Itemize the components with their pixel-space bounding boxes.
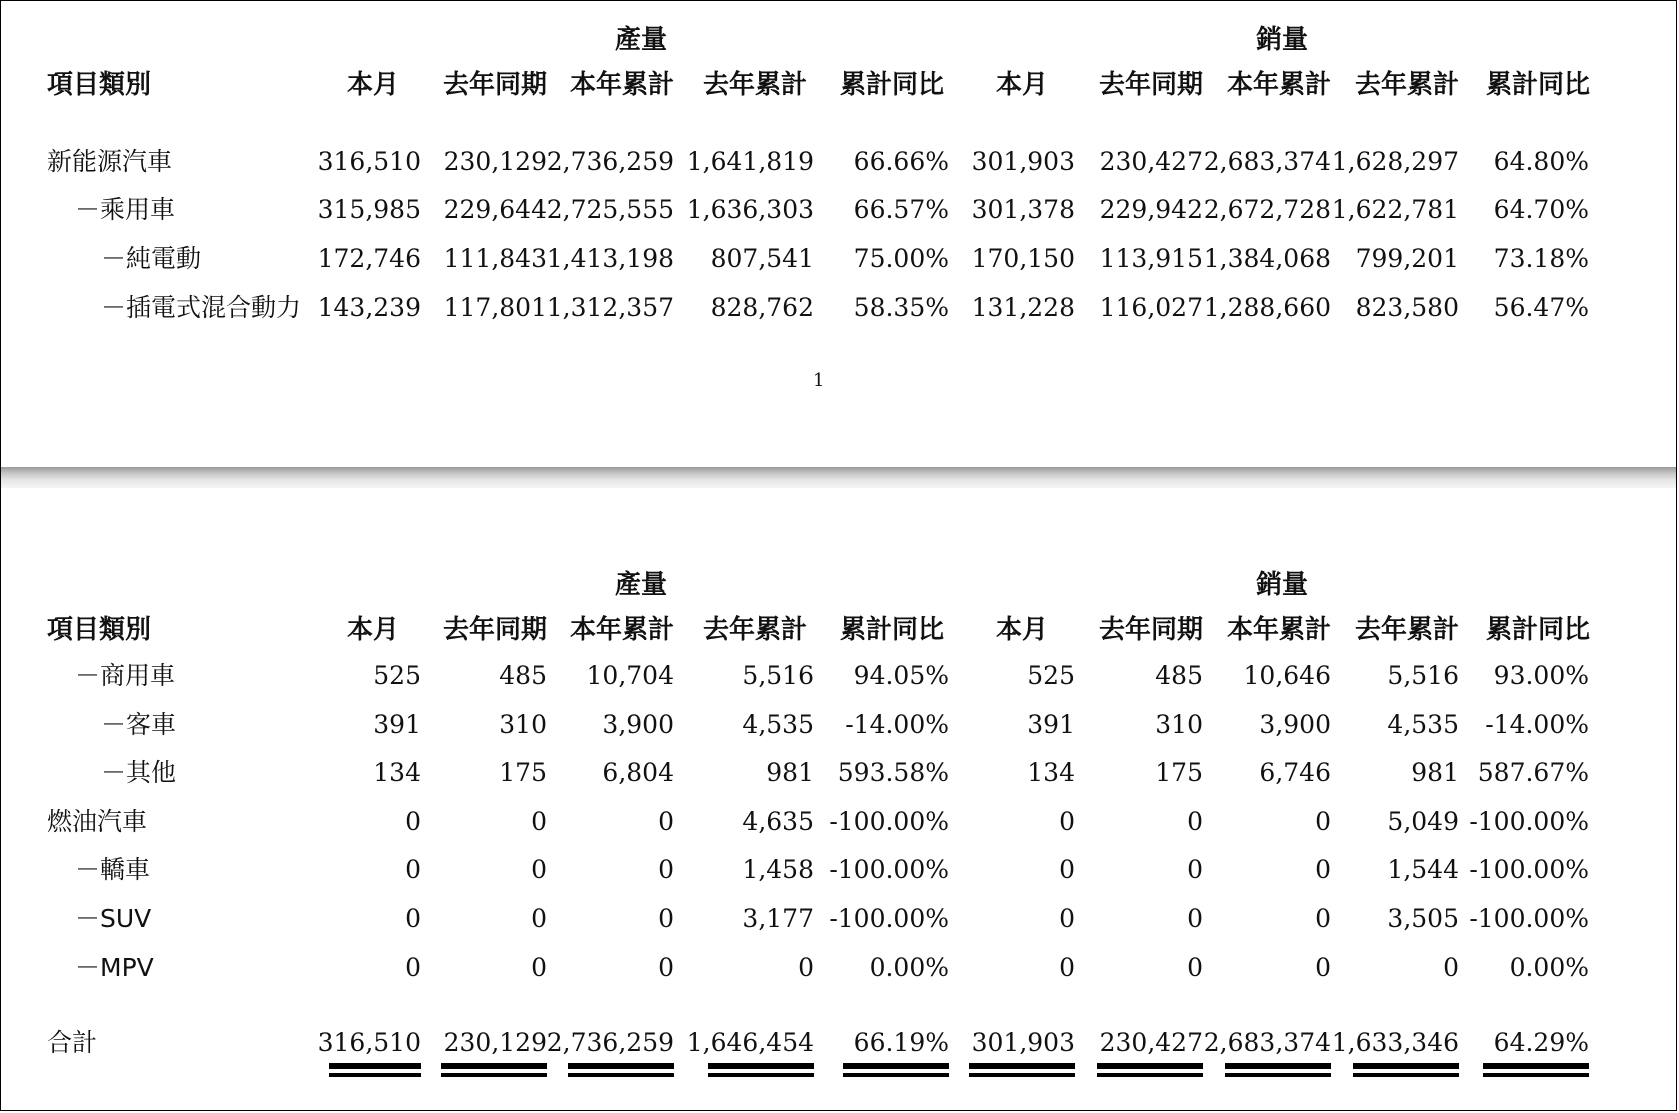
column-header: 本月 <box>346 615 399 645</box>
column-header: 本月 <box>995 615 1048 645</box>
table-cell: 485 <box>499 661 547 690</box>
table-cell: 113,915 <box>1099 244 1203 273</box>
table-cell: 799,201 <box>1355 244 1459 273</box>
table-cell: 134 <box>373 758 421 787</box>
table-cell: 10,704 <box>586 661 674 690</box>
row-label: －乘用車 <box>75 195 176 224</box>
table-cell: 2,683,374 <box>1203 147 1331 176</box>
table-cell: 143,239 <box>317 293 421 322</box>
table-cell: 3,900 <box>602 710 674 739</box>
table-cell: 6,804 <box>602 758 674 787</box>
table-cell: 116,027 <box>1099 293 1203 322</box>
table-cell: 2,683,374 <box>1203 1028 1331 1057</box>
column-header: 累計同比 <box>1485 615 1590 645</box>
table-cell: 229,644 <box>443 195 547 224</box>
sales-group-header: 銷量 <box>1255 25 1308 55</box>
table-cell: 525 <box>373 661 421 690</box>
column-header: 本年累計 <box>569 70 674 100</box>
table-cell: 93.00% <box>1493 661 1589 690</box>
table-cell: 0 <box>1059 807 1075 836</box>
table-cell: 0 <box>531 807 547 836</box>
table-cell: 301,378 <box>971 195 1075 224</box>
total-double-underline <box>1097 1063 1203 1077</box>
table-cell: 0 <box>405 953 421 982</box>
table-cell: 301,903 <box>971 1028 1075 1057</box>
row-label: －SUV <box>75 904 152 933</box>
column-header: 累計同比 <box>839 615 944 645</box>
table-cell: 0 <box>405 904 421 933</box>
row-label: －商用車 <box>75 661 176 690</box>
category-header: 項目類別 <box>47 70 152 100</box>
table-cell: 316,510 <box>317 147 421 176</box>
table-cell: 0 <box>1187 855 1203 884</box>
total-double-underline <box>1483 1063 1589 1077</box>
row-label: 燃油汽車 <box>47 807 148 836</box>
table-cell: 75.00% <box>853 244 949 273</box>
table-cell: 1,628,297 <box>1331 147 1459 176</box>
table-cell: 56.47% <box>1493 293 1589 322</box>
table-cell: 0 <box>1187 904 1203 933</box>
row-label: －插電式混合動力 <box>101 293 302 322</box>
table-cell: 4,535 <box>742 710 814 739</box>
table-cell: 5,516 <box>742 661 814 690</box>
table-cell: 230,129 <box>443 147 547 176</box>
table-cell: 73.18% <box>1493 244 1589 273</box>
table-cell: 0 <box>1187 807 1203 836</box>
table-cell: 58.35% <box>853 293 949 322</box>
table-cell: 310 <box>1155 710 1203 739</box>
column-header: 去年累計 <box>702 615 807 645</box>
column-header: 本年累計 <box>569 615 674 645</box>
total-double-underline <box>969 1063 1075 1077</box>
production-group-header: 產量 <box>614 570 667 600</box>
page-number: 1 <box>813 370 825 391</box>
table-cell: 64.70% <box>1493 195 1589 224</box>
table-cell: 316,510 <box>317 1028 421 1057</box>
table-cell: 134 <box>1027 758 1075 787</box>
table-cell: 0 <box>658 953 674 982</box>
table-cell: 0 <box>1315 904 1331 933</box>
row-label: －MPV <box>75 953 154 982</box>
table-cell: 823,580 <box>1355 293 1459 322</box>
table-cell: 2,736,259 <box>546 147 674 176</box>
column-header: 本月 <box>346 70 399 100</box>
table-cell: 0 <box>658 855 674 884</box>
column-header: 本年累計 <box>1226 70 1331 100</box>
table-cell: 315,985 <box>317 195 421 224</box>
category-header: 項目類別 <box>47 615 152 645</box>
row-label: －客車 <box>101 710 177 739</box>
row-label: －純電動 <box>101 244 202 273</box>
table-cell: 301,903 <box>971 147 1075 176</box>
table-cell: -100.00% <box>1469 855 1589 884</box>
table-cell: 3,900 <box>1259 710 1331 739</box>
table-cell: 0 <box>1443 953 1459 982</box>
table-cell: 0 <box>1315 855 1331 884</box>
table-cell: 0 <box>798 953 814 982</box>
table-cell: 3,177 <box>742 904 814 933</box>
table-cell: 828,762 <box>710 293 814 322</box>
table-cell: -14.00% <box>1485 710 1589 739</box>
table-cell: 1,641,819 <box>686 147 814 176</box>
row-label: 新能源汽車 <box>47 147 173 176</box>
table-cell: 64.29% <box>1493 1028 1589 1057</box>
table-cell: 1,384,068 <box>1203 244 1331 273</box>
table-cell: 230,427 <box>1099 147 1203 176</box>
total-double-underline <box>568 1063 674 1077</box>
table-cell: 66.66% <box>853 147 949 176</box>
column-header: 去年同期 <box>1098 70 1203 100</box>
table-cell: 0 <box>1315 953 1331 982</box>
table-cell: 229,942 <box>1099 195 1203 224</box>
table-cell: 64.80% <box>1493 147 1589 176</box>
column-header: 去年同期 <box>442 70 547 100</box>
column-header: 本年累計 <box>1226 615 1331 645</box>
column-header: 累計同比 <box>839 70 944 100</box>
table-cell: 1,413,198 <box>546 244 674 273</box>
table-cell: 2,725,555 <box>546 195 674 224</box>
table-cell: 230,129 <box>443 1028 547 1057</box>
table-cell: 230,427 <box>1099 1028 1203 1057</box>
column-header: 去年同期 <box>442 615 547 645</box>
table-cell: 0 <box>1059 904 1075 933</box>
table-cell: 391 <box>373 710 421 739</box>
total-double-underline <box>1353 1063 1459 1077</box>
table-cell: 593.58% <box>837 758 949 787</box>
table-cell: 0 <box>1059 855 1075 884</box>
sales-group-header: 銷量 <box>1255 570 1308 600</box>
table-cell: 175 <box>1155 758 1203 787</box>
table-cell: 0 <box>531 904 547 933</box>
table-cell: -100.00% <box>1469 904 1589 933</box>
table-cell: 0.00% <box>869 953 949 982</box>
total-double-underline <box>441 1063 547 1077</box>
production-group-header: 產量 <box>614 25 667 55</box>
table-cell: 1,312,357 <box>546 293 674 322</box>
table-cell: 981 <box>766 758 814 787</box>
table-cell: 4,635 <box>742 807 814 836</box>
table-cell: 66.57% <box>853 195 949 224</box>
table-cell: 175 <box>499 758 547 787</box>
page-1 <box>1 1 1676 467</box>
table-cell: 0 <box>405 807 421 836</box>
table-cell: 1,633,346 <box>1331 1028 1459 1057</box>
column-header: 累計同比 <box>1485 70 1590 100</box>
table-cell: 981 <box>1411 758 1459 787</box>
table-cell: 0 <box>405 855 421 884</box>
table-cell: 0 <box>531 855 547 884</box>
row-label: －其他 <box>101 758 177 787</box>
table-cell: -100.00% <box>829 807 949 836</box>
total-double-underline <box>1225 1063 1331 1077</box>
table-cell: -100.00% <box>1469 807 1589 836</box>
table-cell: 1,622,781 <box>1331 195 1459 224</box>
table-cell: 1,544 <box>1387 855 1459 884</box>
table-cell: 0 <box>531 953 547 982</box>
table-cell: 2,736,259 <box>546 1028 674 1057</box>
column-header: 去年累計 <box>702 70 807 100</box>
column-header: 去年累計 <box>1354 70 1459 100</box>
column-header: 去年累計 <box>1354 615 1459 645</box>
table-cell: 0 <box>1187 953 1203 982</box>
table-cell: 0 <box>658 807 674 836</box>
table-cell: 10,646 <box>1243 661 1331 690</box>
table-cell: 117,801 <box>443 293 547 322</box>
total-double-underline <box>843 1063 949 1077</box>
table-cell: 0 <box>1315 807 1331 836</box>
row-label: －轎車 <box>75 855 151 884</box>
table-cell: 587.67% <box>1477 758 1589 787</box>
table-cell: 1,646,454 <box>686 1028 814 1057</box>
table-cell: -14.00% <box>845 710 949 739</box>
row-label: 合計 <box>47 1028 98 1057</box>
table-cell: -100.00% <box>829 904 949 933</box>
table-cell: 0 <box>1059 953 1075 982</box>
table-cell: 0.00% <box>1509 953 1589 982</box>
table-cell: 6,746 <box>1259 758 1331 787</box>
total-double-underline <box>329 1063 421 1077</box>
column-header: 本月 <box>995 70 1048 100</box>
table-cell: 2,672,728 <box>1203 195 1331 224</box>
table-cell: 3,505 <box>1387 904 1459 933</box>
table-cell: 131,228 <box>971 293 1075 322</box>
table-cell: 172,746 <box>317 244 421 273</box>
table-cell: 4,535 <box>1387 710 1459 739</box>
page-separator <box>1 467 1676 488</box>
table-cell: -100.00% <box>829 855 949 884</box>
table-cell: 170,150 <box>971 244 1075 273</box>
total-double-underline <box>708 1063 814 1077</box>
table-cell: 111,843 <box>443 244 547 273</box>
table-cell: 0 <box>658 904 674 933</box>
table-cell: 391 <box>1027 710 1075 739</box>
page-2 <box>1 488 1676 1110</box>
table-cell: 94.05% <box>853 661 949 690</box>
table-cell: 1,636,303 <box>686 195 814 224</box>
table-cell: 485 <box>1155 661 1203 690</box>
table-cell: 66.19% <box>853 1028 949 1057</box>
table-cell: 807,541 <box>710 244 814 273</box>
table-cell: 525 <box>1027 661 1075 690</box>
table-cell: 5,049 <box>1387 807 1459 836</box>
table-cell: 1,288,660 <box>1203 293 1331 322</box>
table-cell: 1,458 <box>742 855 814 884</box>
column-header: 去年同期 <box>1098 615 1203 645</box>
table-cell: 5,516 <box>1387 661 1459 690</box>
table-cell: 310 <box>499 710 547 739</box>
